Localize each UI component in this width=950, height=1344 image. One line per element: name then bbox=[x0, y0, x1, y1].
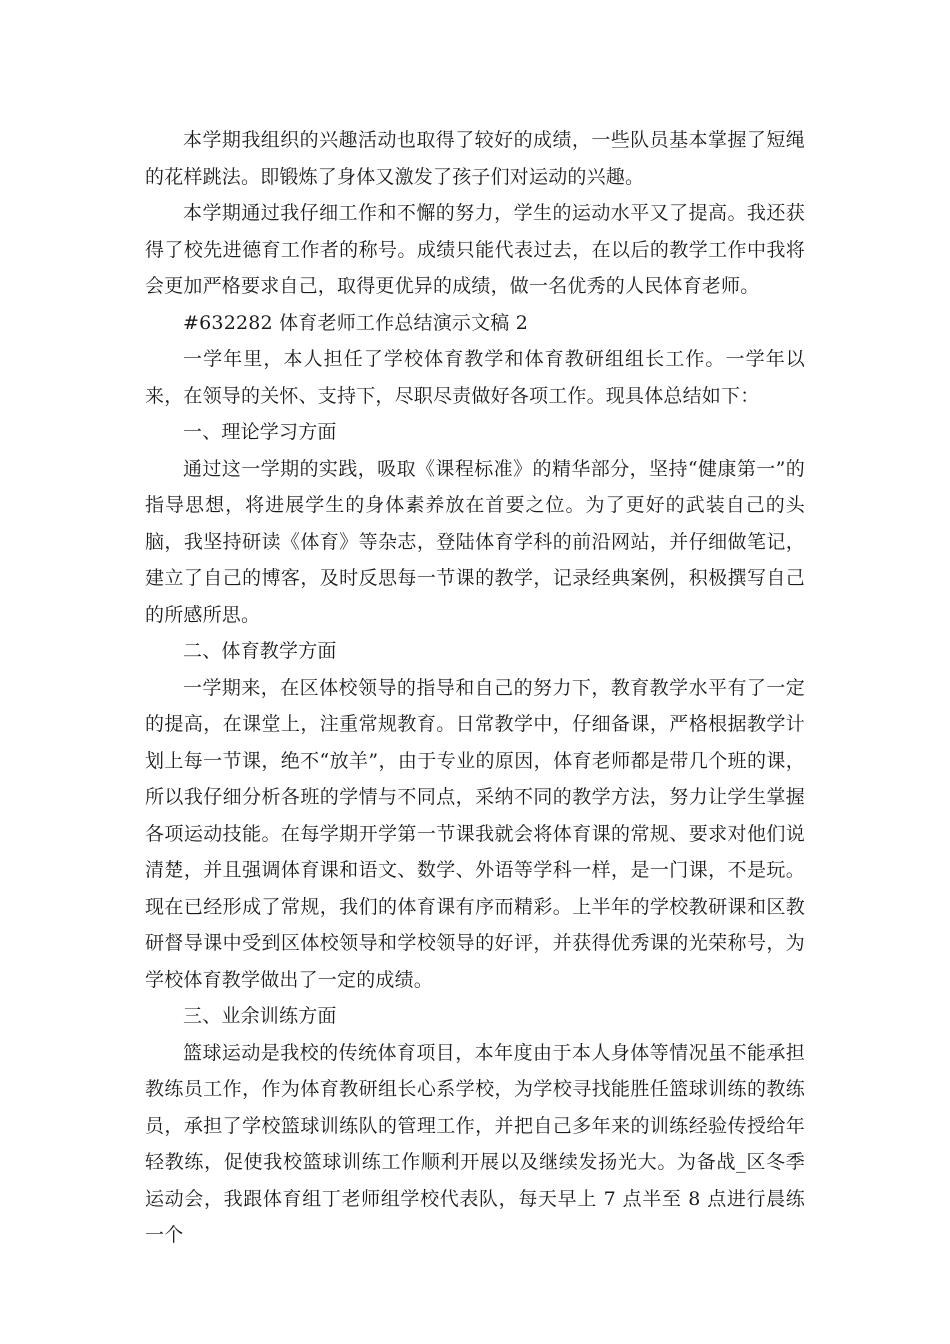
section-heading-theory: 一、理论学习方面 bbox=[183, 421, 337, 443]
paragraph-achievements: 本学期通过我仔细工作和不懈的努力，学生的运动水平又了提高。我还获得了校先进德育工作者的称号。成绩只能代表过去，在以后的教学工作中我将会更加严格要求自己，取得更优异的成绩，做一名优秀的人民体育老师。 bbox=[145, 202, 805, 297]
paragraph-theory: 通过这一学期的实践，吸取《课程标准》的精华部分，坚持“健康第一”的指导思想，将进展学生的身体素养放在首要之位。为了更好的武装自己的头脑，我坚持研读《体育》等杂志，登陆体育学科的前沿网站，并仔细做笔记，建立了自己的博客，及时反思每一节课的教学，记录经典案例，积极撰写自己的所感所思。 bbox=[145, 457, 805, 626]
section-heading-teaching: 二、体育教学方面 bbox=[183, 640, 337, 662]
paragraph-interest-activities: 本学期我组织的兴趣活动也取得了较好的成绩，一些队员基本掌握了短绳的花样跳法。即锻炼了身体又激发了孩子们对运动的兴趣。 bbox=[145, 129, 805, 188]
paragraph-teaching: 一学期来，在区体校领导的指导和自己的努力下，教育教学水平有了一定的提高，在课堂上，注重常规教育。日常教学中，仔细备课，严格根据教学计划上每一节课，绝不“放羊”，由于专业的原因，体育老师都是带几个班的课，所以我仔细分析各班的学情与不同点，采纳不同的教学方法，努力让学生掌握各项运动技能。在每学期开学第一节课我就会将体育课的常规、要求对他们说清楚，并且强调体育课和语文、数学、外语等学科一样，是一门课，不是玩。现在已经形成了常规，我们的体育课有序而精彩。上半年的学校教研课和区教研督导课中受到区体校领导和学校领导的好评，并获得优秀课的光荣称号，为学校体育教学做出了一定的成绩。 bbox=[145, 676, 805, 991]
paragraph-training: 篮球运动是我校的传统体育项目，本年度由于本人身体等情况虽不能承担教练员工作，作为体育教研组长心系学校，为学校寻找能胜任篮球训练的教练员，承担了学校篮球训练队的管理工作，并把自己多年来的训练经验传授给年轻教练，促使我校篮球训练工作顺利开展以及继续发扬光大。为备战_区冬季运动会，我跟体育组丁老师组学校代表队，每天早上 7 点半至 8 点进行晨练一个 bbox=[145, 1041, 805, 1246]
document-heading: #632282 体育老师工作总结演示文稿 2 bbox=[183, 311, 529, 334]
document-body bbox=[145, 122, 805, 1254]
paragraph-intro: 一学年里，本人担任了学校体育教学和体育教研组组长工作。一学年以来，在领导的关怀、支持下，尽职尽责做好各项工作。现具体总结如下： bbox=[145, 348, 805, 407]
section-heading-training: 三、业余训练方面 bbox=[183, 1005, 337, 1027]
